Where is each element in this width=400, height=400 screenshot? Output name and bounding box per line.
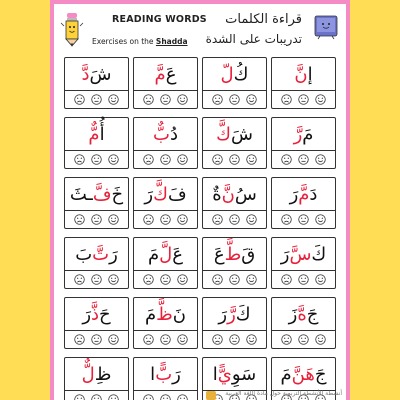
sad-face-icon[interactable] <box>74 154 85 165</box>
shadda-letter: نَّ <box>294 63 308 85</box>
word-cell <box>64 57 129 109</box>
shadda-letter: يًّ <box>217 363 232 385</box>
arabic-word <box>134 178 197 211</box>
word-cell <box>202 177 267 229</box>
happy-face-icon[interactable] <box>246 334 257 345</box>
self-assessment-faces <box>65 211 128 228</box>
happy-face-icon[interactable] <box>315 274 326 285</box>
sad-face-icon[interactable] <box>212 214 223 225</box>
word-grid <box>64 57 336 400</box>
neutral-face-icon[interactable] <box>160 214 171 225</box>
arabic-word <box>203 298 266 331</box>
word-letters: عَ <box>172 243 183 265</box>
word-letters: عَ <box>165 63 177 85</box>
neutral-face-icon[interactable] <box>91 94 102 105</box>
arabic-word <box>272 118 335 151</box>
self-assessment-faces <box>203 91 266 108</box>
word-cell <box>202 117 267 169</box>
happy-face-icon[interactable] <box>108 154 119 165</box>
arabic-word <box>272 178 335 211</box>
shadda-letter: مَّ <box>154 63 166 85</box>
word-cell <box>133 57 198 109</box>
word-letters-end: مَ <box>144 303 157 325</box>
shadda-letter: لَّ <box>159 243 173 265</box>
arabic-word <box>134 238 197 271</box>
self-assessment-faces <box>134 391 197 400</box>
self-assessment-faces <box>65 271 128 288</box>
sad-face-icon[interactable] <box>212 274 223 285</box>
word-letters: ظِ <box>94 363 112 385</box>
word-cell <box>133 357 198 400</box>
word-letters-end: رَ <box>82 303 92 325</box>
pencil-mascot-icon <box>60 12 84 48</box>
happy-face-icon[interactable] <box>246 94 257 105</box>
word-letters-end: رَ <box>218 303 228 325</box>
arabic-word <box>272 358 335 391</box>
happy-face-icon[interactable] <box>315 154 326 165</box>
self-assessment-faces <box>272 91 335 108</box>
sad-face-icon[interactable] <box>281 154 292 165</box>
word-cell <box>202 237 267 289</box>
happy-face-icon[interactable] <box>177 94 188 105</box>
word-row <box>64 297 336 349</box>
happy-face-icon[interactable] <box>246 214 257 225</box>
happy-face-icon[interactable] <box>177 154 188 165</box>
shadda-letter: بًّ <box>155 363 173 385</box>
subtitle-english-emphasis: Shadda <box>155 37 188 46</box>
shadda-letter: طَّ <box>224 243 242 265</box>
happy-face-icon[interactable] <box>246 154 257 165</box>
word-letters: نَ <box>172 303 187 325</box>
happy-face-icon[interactable] <box>108 274 119 285</box>
shadda-letter: رَّ <box>227 303 236 325</box>
sad-face-icon[interactable] <box>212 94 223 105</box>
word-letters: رَ <box>109 243 118 265</box>
word-letters: سَوِ <box>231 363 257 385</box>
word-letters: جَ <box>306 303 319 325</box>
self-assessment-faces <box>203 151 266 168</box>
word-letters: كُ <box>233 63 249 85</box>
sad-face-icon[interactable] <box>143 94 154 105</box>
happy-face-icon[interactable] <box>315 94 326 105</box>
self-assessment-faces <box>203 271 266 288</box>
self-assessment-faces <box>65 331 128 348</box>
word-cell <box>271 237 336 289</box>
word-letters-end: زَ <box>288 303 298 325</box>
arabic-word <box>65 178 128 211</box>
word-letters-end: ـثَ <box>69 183 93 205</box>
self-assessment-faces <box>134 151 197 168</box>
arabic-word <box>203 238 266 271</box>
arabic-word <box>272 238 335 271</box>
word-letters-end: ا <box>212 363 218 385</box>
word-letters: رَ <box>172 363 181 385</box>
title-english: READING WORDS <box>112 14 207 25</box>
word-letters: شَ <box>230 123 253 145</box>
word-cell <box>64 237 129 289</box>
subtitle-english-prefix: Exercises on the <box>92 37 156 46</box>
self-assessment-faces <box>134 211 197 228</box>
self-assessment-faces <box>203 331 266 348</box>
word-letters-end: ا <box>150 363 156 385</box>
word-letters: إ <box>307 63 313 85</box>
word-cell <box>133 297 198 349</box>
sad-face-icon[interactable] <box>74 274 85 285</box>
word-letters-end: مَ <box>280 363 292 385</box>
word-letters-end: ةٌ <box>212 183 222 205</box>
arabic-word <box>65 358 128 391</box>
self-assessment-faces <box>272 271 335 288</box>
word-row <box>64 117 336 169</box>
neutral-face-icon[interactable] <box>298 274 309 285</box>
footer-logo-icon <box>206 391 216 400</box>
word-cell <box>271 117 336 169</box>
shadda-letter: هَّ <box>297 303 307 325</box>
neutral-face-icon[interactable] <box>298 334 309 345</box>
sad-face-icon[interactable] <box>74 334 85 345</box>
happy-face-icon[interactable] <box>177 214 188 225</box>
title-arabic: قراءة الكلمات <box>225 12 302 27</box>
happy-face-icon[interactable] <box>108 94 119 105</box>
happy-face-icon[interactable] <box>108 334 119 345</box>
self-assessment-faces <box>203 211 266 228</box>
word-letters: دُ <box>169 123 178 145</box>
arabic-word <box>272 58 335 91</box>
sad-face-icon[interactable] <box>74 94 85 105</box>
arabic-word <box>272 298 335 331</box>
shadda-letter: هَنَّ <box>291 363 315 385</box>
shadda-letter: نَّ <box>221 183 235 205</box>
neutral-face-icon[interactable] <box>160 394 171 400</box>
word-letters: كَ <box>235 303 251 325</box>
self-assessment-faces <box>272 151 335 168</box>
sad-face-icon[interactable] <box>143 274 154 285</box>
neutral-face-icon[interactable] <box>160 274 171 285</box>
subtitle-english <box>92 37 188 46</box>
word-cell <box>64 297 129 349</box>
word-cell <box>64 177 129 229</box>
word-cell <box>271 57 336 109</box>
shadda-letter: مٌّ <box>88 123 100 145</box>
self-assessment-faces <box>134 91 197 108</box>
shadda-letter: لٌّ <box>81 363 95 385</box>
word-letters-end: رَ <box>280 243 290 265</box>
happy-face-icon[interactable] <box>177 394 188 400</box>
happy-face-icon[interactable] <box>108 394 119 400</box>
sad-face-icon[interactable] <box>74 394 85 400</box>
word-cell <box>133 117 198 169</box>
happy-face-icon[interactable] <box>177 274 188 285</box>
word-letters: أُ <box>99 123 105 145</box>
word-letters: حَ <box>99 303 111 325</box>
arabic-word <box>134 358 197 391</box>
neutral-face-icon[interactable] <box>229 154 240 165</box>
word-cell <box>64 357 129 400</box>
arabic-word <box>65 58 128 91</box>
word-letters: قَ <box>241 243 256 265</box>
neutral-face-icon[interactable] <box>298 214 309 225</box>
sad-face-icon[interactable] <box>143 154 154 165</box>
shadda-letter: مَّ <box>298 183 310 205</box>
sad-face-icon[interactable] <box>143 214 154 225</box>
happy-face-icon[interactable] <box>315 334 326 345</box>
self-assessment-faces <box>272 211 335 228</box>
sad-face-icon[interactable] <box>281 274 292 285</box>
shadda-letter: رَّ <box>293 123 303 145</box>
sad-face-icon[interactable] <box>212 334 223 345</box>
word-letters: شَ <box>89 63 112 85</box>
neutral-face-icon[interactable] <box>160 154 171 165</box>
word-letters: كَ <box>311 243 327 265</box>
word-letters: مَ <box>302 123 314 145</box>
neutral-face-icon[interactable] <box>91 214 102 225</box>
word-cell <box>202 297 267 349</box>
shadda-letter: فَّ <box>92 183 112 205</box>
word-row <box>64 57 336 109</box>
sad-face-icon[interactable] <box>281 334 292 345</box>
happy-face-icon[interactable] <box>246 274 257 285</box>
word-letters: جَ <box>314 363 327 385</box>
neutral-face-icon[interactable] <box>298 94 309 105</box>
footer-credit: أنشطة الأنشطة التربوية حول مادة اللغة العربية <box>225 390 342 397</box>
arabic-word <box>203 178 266 211</box>
neutral-face-icon[interactable] <box>91 394 102 400</box>
word-letters-end: مَ <box>148 243 160 265</box>
sad-face-icon[interactable] <box>143 334 154 345</box>
arabic-word <box>203 58 266 91</box>
sad-face-icon[interactable] <box>281 214 292 225</box>
neutral-face-icon[interactable] <box>91 154 102 165</box>
self-assessment-faces <box>65 151 128 168</box>
neutral-face-icon[interactable] <box>91 274 102 285</box>
neutral-face-icon[interactable] <box>229 94 240 105</box>
word-letters-end: رَ <box>289 183 299 205</box>
shadda-letter: بٌّ <box>153 123 170 145</box>
arabic-word <box>65 118 128 151</box>
arabic-word <box>203 358 266 391</box>
word-cell <box>271 177 336 229</box>
self-assessment-faces <box>65 391 128 400</box>
self-assessment-faces <box>134 331 197 348</box>
shadda-letter: سَّ <box>289 243 312 265</box>
neutral-face-icon[interactable] <box>229 214 240 225</box>
shadda-letter: دَّ <box>81 63 90 85</box>
arabic-word <box>134 118 197 151</box>
shadda-letter: كَّ <box>216 123 231 145</box>
neutral-face-icon[interactable] <box>91 334 102 345</box>
happy-face-icon[interactable] <box>177 334 188 345</box>
arabic-word <box>65 238 128 271</box>
word-letters: خَ <box>111 183 124 205</box>
word-cell <box>271 297 336 349</box>
shadda-letter: ظَّ <box>156 303 173 325</box>
word-letters: دَ <box>309 183 318 205</box>
shadda-letter: كَّ <box>153 183 168 205</box>
pink-frame <box>50 0 350 400</box>
book-mascot-icon <box>312 14 340 40</box>
word-letters-end: رَ <box>144 183 154 205</box>
neutral-face-icon[interactable] <box>298 154 309 165</box>
shadda-letter: ذَّ <box>91 303 100 325</box>
neutral-face-icon[interactable] <box>229 334 240 345</box>
shadda-letter: لّ <box>220 63 234 85</box>
word-row <box>64 237 336 289</box>
word-cell <box>133 237 198 289</box>
sad-face-icon[interactable] <box>212 154 223 165</box>
word-letters-end: بَ <box>75 243 93 265</box>
sad-face-icon[interactable] <box>143 394 154 400</box>
happy-face-icon[interactable] <box>315 214 326 225</box>
word-letters-end: عَ <box>213 243 225 265</box>
word-cell <box>133 177 198 229</box>
subtitle-arabic: تدريبات على الشدة <box>205 32 302 46</box>
arabic-word <box>134 58 197 91</box>
neutral-face-icon[interactable] <box>160 94 171 105</box>
word-letters: سُ <box>234 183 257 205</box>
neutral-face-icon[interactable] <box>160 334 171 345</box>
arabic-word <box>65 298 128 331</box>
sad-face-icon[interactable] <box>74 214 85 225</box>
arabic-word <box>203 118 266 151</box>
sad-face-icon[interactable] <box>281 94 292 105</box>
self-assessment-faces <box>134 271 197 288</box>
neutral-face-icon[interactable] <box>229 274 240 285</box>
happy-face-icon[interactable] <box>108 214 119 225</box>
word-letters: فَ <box>167 183 187 205</box>
self-assessment-faces <box>65 91 128 108</box>
self-assessment-faces <box>272 331 335 348</box>
word-cell <box>202 57 267 109</box>
arabic-word <box>134 298 197 331</box>
word-cell <box>64 117 129 169</box>
worksheet-page <box>54 4 346 400</box>
word-row <box>64 177 336 229</box>
shadda-letter: تَّ <box>92 243 110 265</box>
